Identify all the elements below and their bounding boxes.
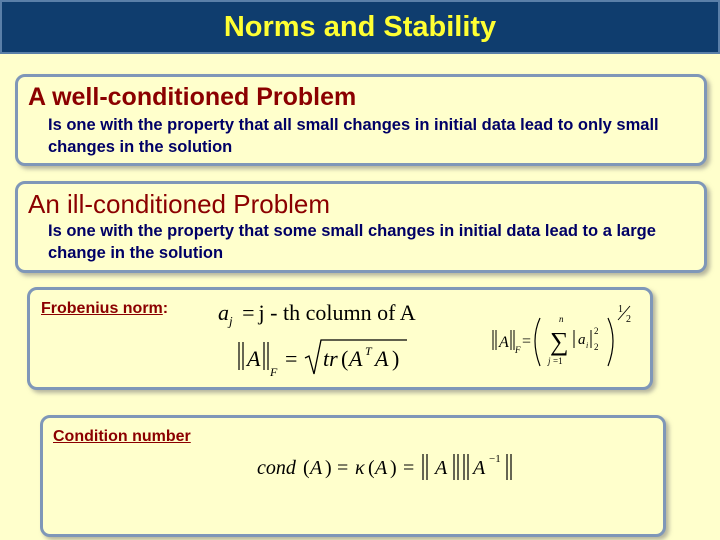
slide-title: Norms and Stability: [223, 10, 497, 43]
svg-text:A: A: [310, 457, 323, 479]
svg-text:(: (: [341, 346, 349, 371]
well-conditioned-panel: [15, 74, 707, 166]
condition-number-formula: [255, 448, 525, 488]
svg-text:A: A: [349, 346, 363, 371]
ill-conditioned-heading: An ill-conditioned Problem: [28, 189, 331, 219]
svg-text:A: A: [375, 457, 388, 479]
svg-text:a: a: [578, 332, 586, 348]
svg-text:=: =: [403, 457, 415, 479]
svg-text:A: A: [473, 457, 486, 479]
svg-text:(: (: [368, 457, 375, 479]
svg-text:=: =: [285, 346, 298, 371]
svg-text:=: =: [522, 333, 532, 350]
svg-text:1: 1: [618, 304, 623, 315]
svg-text:A: A: [435, 457, 448, 479]
frobenius-trace-formula: [235, 336, 415, 382]
svg-text:F: F: [270, 365, 278, 379]
svg-text:j: j: [548, 356, 551, 366]
well-conditioned-heading: A well-conditioned Problem: [28, 83, 357, 111]
frobenius-label-group: [41, 300, 168, 318]
well-conditioned-text: Is one with the property that all small changes in initial data lead to only small changes in the solution: [48, 116, 659, 156]
svg-text:2: 2: [594, 326, 599, 336]
svg-text:−1: −1: [489, 453, 501, 465]
svg-text:cond: cond: [257, 457, 296, 479]
svg-text:): ): [390, 457, 397, 479]
svg-text:=: =: [337, 457, 349, 479]
svg-text:F: F: [515, 345, 521, 355]
svg-text:A: A: [247, 346, 261, 371]
svg-text:i: i: [586, 341, 589, 350]
frobenius-norm-link[interactable]: Frobenius norm: [41, 300, 163, 317]
svg-text:∑: ∑: [550, 327, 569, 356]
svg-text:κ: κ: [355, 457, 365, 479]
ill-conditioned-text: Is one with the property that some small changes in initial data lead to a large change in the solution: [48, 222, 656, 262]
condition-label-group: [53, 428, 191, 446]
svg-text:): ): [392, 346, 400, 371]
frobenius-sum-formula: [490, 300, 640, 378]
column-definition: $a_j = j$ - th column of A: [218, 300, 416, 329]
svg-text:): ): [325, 457, 332, 479]
column-definition-text: j - th column of A: [258, 300, 416, 325]
svg-text:2: 2: [626, 314, 631, 325]
svg-text:A: A: [375, 346, 389, 371]
svg-text:A: A: [499, 334, 509, 351]
frobenius-panel: [27, 287, 653, 390]
svg-text:(: (: [303, 457, 310, 479]
svg-text:T: T: [365, 344, 372, 358]
ill-conditioned-panel: [15, 181, 707, 273]
slide-title-bar: [0, 0, 720, 54]
svg-text:n: n: [559, 314, 564, 324]
svg-text:tr: tr: [323, 346, 338, 371]
svg-text:=1: =1: [553, 356, 563, 366]
frobenius-label-colon: :: [162, 300, 169, 317]
svg-text:2: 2: [594, 342, 599, 352]
condition-number-panel: [40, 415, 666, 537]
condition-number-link[interactable]: Condition number: [53, 428, 191, 445]
